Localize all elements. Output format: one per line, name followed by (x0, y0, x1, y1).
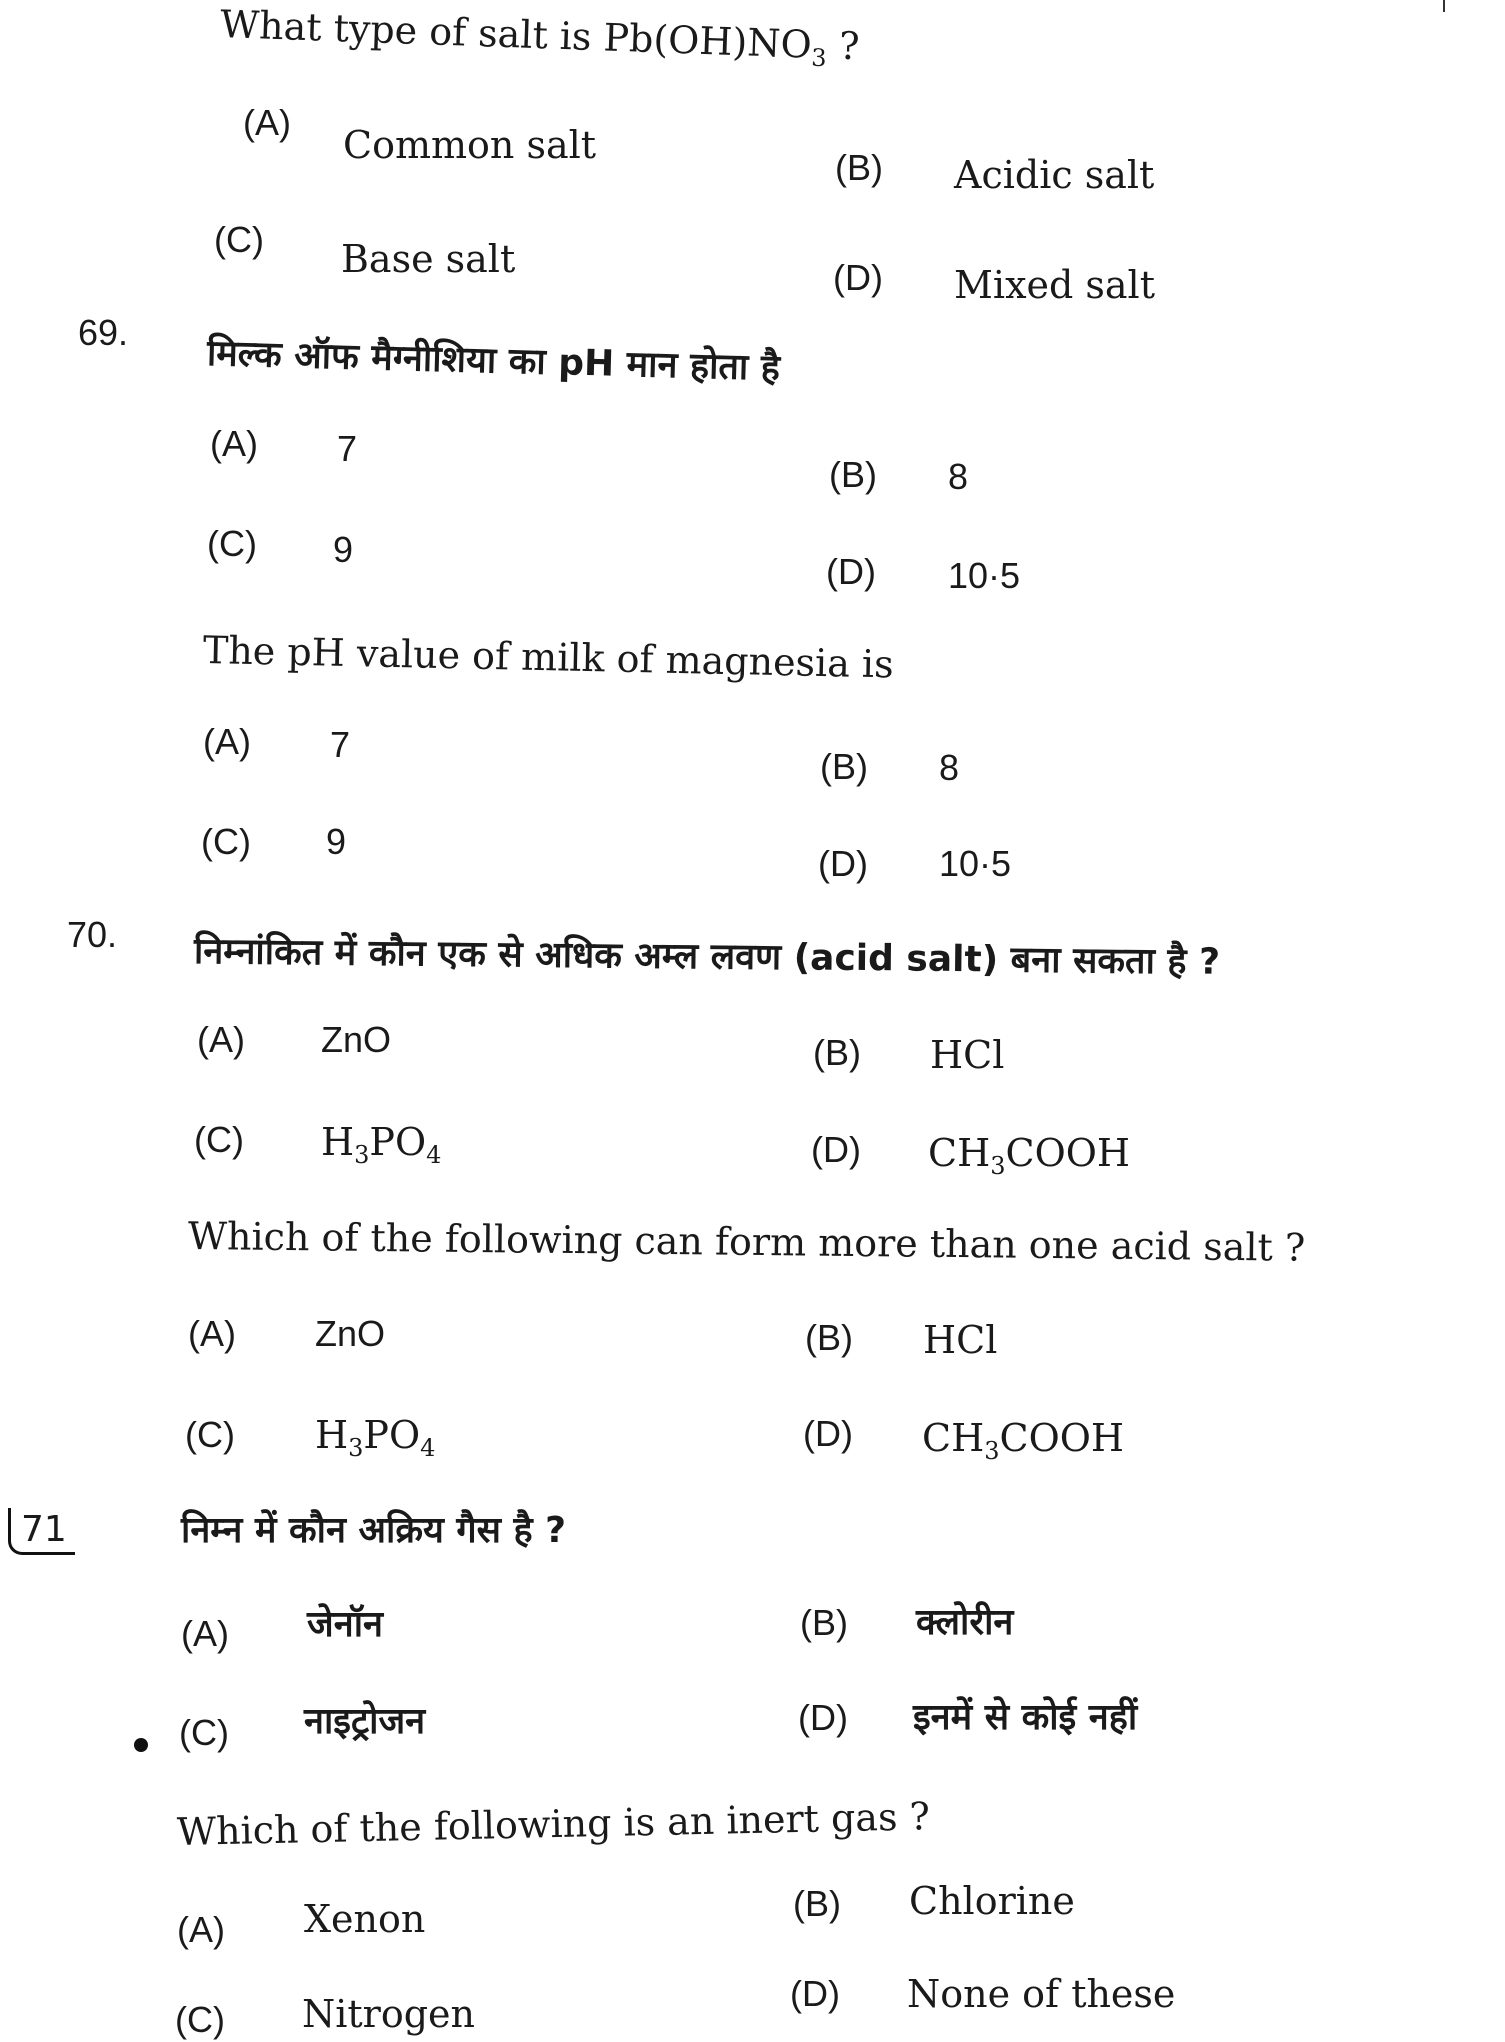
q70-hi-option-a-text: ZnO (321, 1019, 392, 1060)
q69-hi-option-a-text: 7 (337, 428, 358, 469)
q71-en-option-c-text: Nitrogen (302, 1992, 476, 2036)
formula-sub: 3 (990, 1152, 1006, 1180)
q71-en-option-c-label: (C) (175, 1999, 225, 2040)
q68-text: What type of salt is Pb(OH)NO (219, 2, 813, 67)
q71-hi-option-b-text: क्लोरीन (916, 1602, 1014, 1643)
q70-en-option-c-label: (C) (185, 1414, 235, 1455)
q68-option-d-text: Mixed salt (954, 263, 1155, 307)
formula-sub: 4 (420, 1434, 436, 1462)
formula-part: H (321, 1120, 355, 1164)
q68-option-a-text: Common salt (343, 123, 597, 167)
q71-en-option-a-label: (A) (177, 1909, 225, 1950)
q69-number: 69. (78, 312, 129, 353)
formula-part: PO (369, 1120, 427, 1164)
q71-hi-option-c-label: (C) (179, 1712, 229, 1753)
q69-en-option-d-label: (D) (818, 843, 868, 884)
q70-hi-option-b-label: (B) (813, 1032, 861, 1073)
q70-hi-option-d-label: (D) (811, 1129, 861, 1170)
q68-option-b-text: Acidic salt (954, 153, 1155, 197)
q71-hi-option-b-label: (B) (800, 1602, 848, 1643)
q68-subscript: 3 (810, 43, 828, 73)
q68-option-b-label: (B) (835, 147, 883, 188)
formula-sub: 3 (984, 1437, 1000, 1465)
formula-sub: 4 (426, 1141, 442, 1169)
q71-question-hi: निम्न में कौन अक्रिय गैस है ? (181, 1510, 567, 1551)
q69-hi-option-c-label: (C) (207, 523, 257, 564)
q69-en-option-c-text: 9 (326, 821, 347, 862)
formula-part: COOH (1005, 1131, 1131, 1175)
q71-hi-option-a-text: जेनॉन (307, 1604, 383, 1645)
q69-en-option-a-label: (A) (203, 721, 251, 762)
q69-en-option-c-label: (C) (201, 821, 251, 862)
q68-option-c-label: (C) (214, 219, 264, 260)
q70-en-option-a-label: (A) (188, 1313, 236, 1354)
q69-en-option-b-label: (B) (820, 746, 868, 787)
q71-question-en: Which of the following is an inert gas ? (176, 1794, 931, 1854)
q69-hi-option-a-label: (A) (210, 423, 258, 464)
q70-hi-option-c-label: (C) (194, 1119, 244, 1160)
formula-part: H (315, 1413, 349, 1457)
q71-en-option-d-label: (D) (790, 1973, 840, 2014)
q70-number: 70. (67, 914, 118, 955)
q69-hi-option-b-label: (B) (829, 454, 877, 495)
q71-en-option-b-label: (B) (793, 1883, 841, 1924)
q70-en-option-b-label: (B) (805, 1317, 853, 1358)
q69-hi-option-d-text: 10·5 (948, 555, 1021, 596)
q70-hi-option-c-text (321, 1120, 441, 1177)
q69-hi-option-d-label: (D) (826, 551, 876, 592)
q68-question-en (219, 2, 860, 81)
q70-hi-option-b-text: HCl (930, 1033, 1005, 1077)
formula-sub: 3 (354, 1141, 370, 1169)
q68-option-d-label: (D) (833, 257, 883, 298)
q70-hi-option-a-label: (A) (197, 1019, 245, 1060)
q68-option-a-label: (A) (243, 102, 291, 143)
q71-hi-option-d-text: इनमें से कोई नहीं (913, 1697, 1138, 1738)
formula-part: PO (363, 1413, 421, 1457)
q69-en-option-a-text: 7 (330, 724, 351, 765)
q69-question-en: The pH value of milk of magnesia is (202, 628, 895, 687)
q70-question-en: Which of the following can form more than one acid salt ? (187, 1214, 1306, 1270)
q70-question-hi: निम्नांकित में कौन एक से अधिक अम्ल लवण (acid salt) बना सकता है ? (193, 931, 1221, 983)
page-edge-mark (1443, 0, 1445, 12)
q68-option-c-text: Base salt (341, 237, 516, 281)
formula-part: CH (922, 1416, 985, 1460)
q71-en-option-d-text: None of these (907, 1972, 1176, 2016)
q71-number-handwritten-mark: 71 (8, 1508, 75, 1555)
formula-sub: 3 (348, 1434, 364, 1462)
q70-en-option-d-label: (D) (803, 1413, 853, 1454)
q70-en-option-c-text (315, 1413, 435, 1470)
q71-hi-option-d-label: (D) (798, 1697, 848, 1738)
q70-en-option-b-text: HCl (923, 1318, 998, 1362)
q68-suffix: ? (826, 23, 861, 69)
q71-hi-option-a-label: (A) (181, 1613, 229, 1654)
q70-en-option-d-text (922, 1416, 1124, 1473)
q70-hi-option-d-text (928, 1131, 1130, 1188)
q71-en-option-a-text: Xenon (304, 1897, 426, 1941)
q69-en-option-b-text: 8 (939, 747, 960, 788)
formula-part: CH (928, 1131, 991, 1175)
q70-en-option-a-text: ZnO (315, 1313, 386, 1354)
q69-en-option-d-text: 10·5 (939, 843, 1012, 884)
q71-en-option-b-text: Chlorine (909, 1879, 1075, 1923)
q69-question-hi: मिल्क ऑफ मैग्नीशिया का pH मान होता है (206, 333, 781, 389)
q69-hi-option-b-text: 8 (948, 456, 969, 497)
formula-part: COOH (999, 1416, 1125, 1460)
q71-hi-option-c-text: नाइट्रोजन (304, 1701, 426, 1742)
q69-hi-option-c-text: 9 (333, 529, 354, 570)
pen-dot-mark (134, 1738, 148, 1752)
